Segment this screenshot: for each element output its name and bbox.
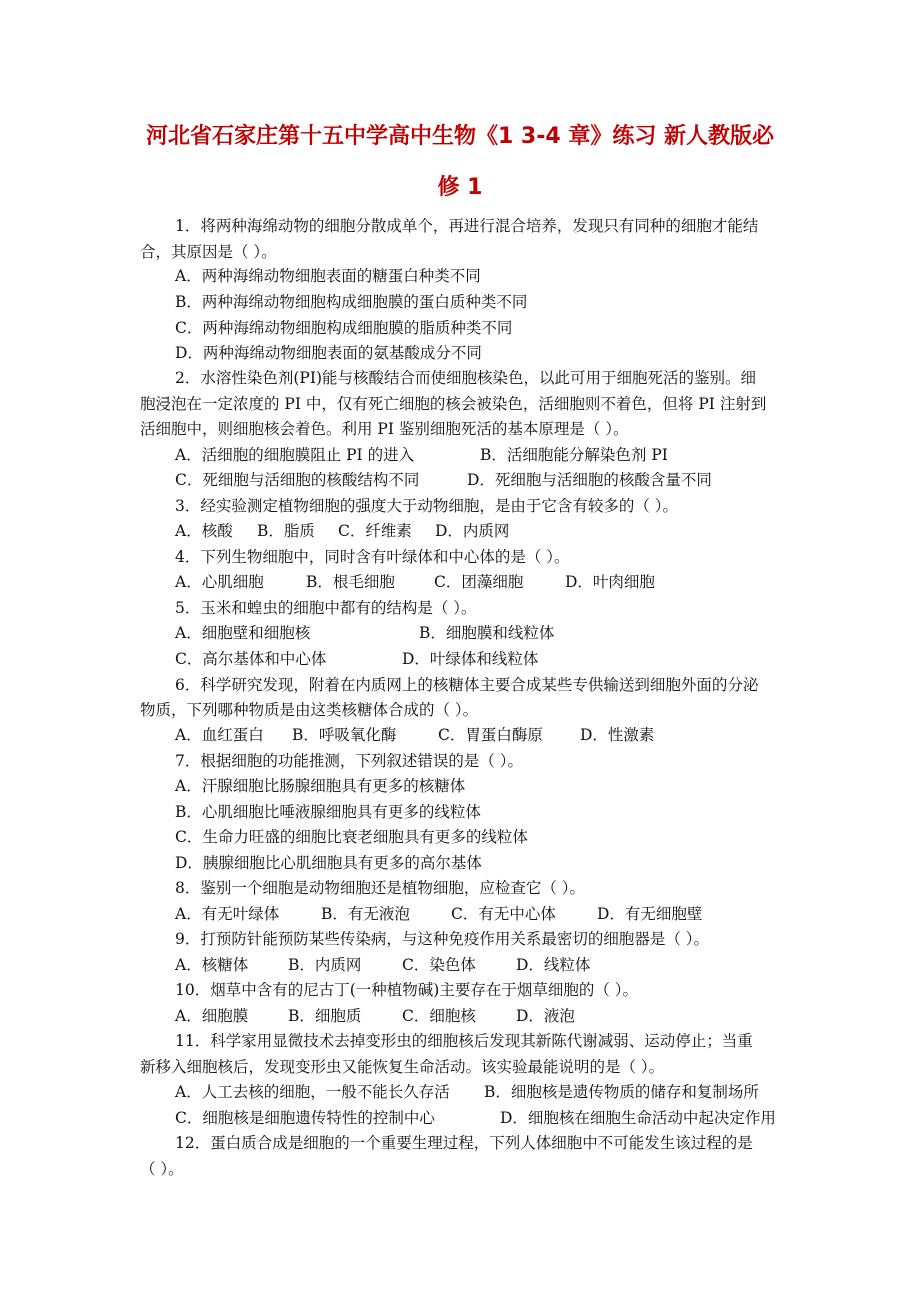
question-2-stem-line-2: 胞浸泡在一定浓度的 PI 中，仅有死亡细胞的核会被染色，活细胞则不着色，但将 PI 注射到: [140, 395, 767, 413]
question-12-stem-line-2: （ ）。: [140, 1160, 184, 1178]
question-3-stem: 3．经实验测定植物细胞的强度大于动物细胞，是由于它含有较多的（ ）。: [175, 497, 679, 515]
question-2-stem-line-3: 活细胞中，则细胞核会着色。利用 PI 鉴别细胞死活的基本原理是（ ）。: [140, 420, 629, 438]
question-9-option-b: B．内质网: [288, 956, 362, 974]
question-8-stem: 8．鉴别一个细胞是动物细胞还是植物细胞，应检查它（ ）。: [175, 879, 586, 897]
question-7-option-a: A．汗腺细胞比肠腺细胞具有更多的核糖体: [175, 777, 466, 795]
question-5-option-a: A．细胞壁和细胞核: [175, 624, 311, 642]
question-7-option-c: C．生命力旺盛的细胞比衰老细胞具有更多的线粒体: [175, 828, 528, 846]
question-9-stem: 9．打预防针能预防某些传染病，与这种免疫作用关系最密切的细胞器是（ ）。: [175, 930, 710, 948]
question-2-option-a: A．活细胞的细胞膜阻止 PI 的进入: [175, 446, 415, 464]
question-10-option-d: D．液泡: [516, 1007, 575, 1025]
question-9-option-a: A．核糖体: [175, 956, 249, 974]
question-11-option-d: D．细胞核在细胞生命活动中起决定作用: [500, 1109, 776, 1127]
doc-title-line-1: 河北省石家庄第十五中学高中生物《1 3-4 章》练习 新人教版必: [145, 124, 775, 149]
question-8-option-c: C．有无中心体: [451, 905, 556, 923]
question-6-option-a: A．血红蛋白: [175, 726, 264, 744]
question-11-option-c: C．细胞核是细胞遗传特性的控制中心: [175, 1109, 435, 1127]
question-10-stem: 10．烟草中含有的尼古丁(一种植物碱)主要存在于烟草细胞的（ ）。: [175, 981, 638, 999]
question-2-option-b: B．活细胞能分解染色剂 PI: [480, 446, 668, 464]
question-3-option-d: D．内质网: [435, 522, 510, 540]
question-5-option-c: C．高尔基体和中心体: [175, 650, 327, 668]
question-4-option-a: A．心肌细胞: [175, 573, 264, 591]
question-1-stem-line-2: 合，其原因是（ ）。: [140, 243, 277, 261]
question-10-option-a: A．细胞膜: [175, 1007, 249, 1025]
question-1-option-d: D．两种海绵动物细胞表面的氨基酸成分不同: [175, 344, 482, 362]
question-7-option-d: D．胰腺细胞比心肌细胞具有更多的高尔基体: [175, 854, 482, 872]
question-9-option-d: D．线粒体: [516, 956, 591, 974]
question-9-option-c: C．染色体: [402, 956, 476, 974]
question-1-option-a: A．两种海绵动物细胞表面的糖蛋白种类不同: [175, 267, 481, 285]
question-1-option-b: B．两种海绵动物细胞构成细胞膜的蛋白质种类不同: [175, 293, 528, 311]
question-8-option-b: B．有无液泡: [321, 905, 410, 923]
question-4-option-c: C．团藻细胞: [434, 573, 524, 591]
question-5-stem: 5．玉米和蝗虫的细胞中都有的结构是（ ）。: [175, 599, 477, 617]
question-7-option-b: B．心肌细胞比唾液腺细胞具有更多的线粒体: [175, 803, 481, 821]
question-8-option-a: A．有无叶绿体: [175, 905, 280, 923]
question-10-option-c: C．细胞核: [402, 1007, 476, 1025]
question-11-option-a: A．人工去核的细胞，一般不能长久存活: [175, 1083, 450, 1101]
question-12-stem-line-1: 12．蛋白质合成是细胞的一个重要生理过程，下列人体细胞中不可能发生该过程的是: [175, 1134, 753, 1152]
question-6-stem-line-2: 物质，下列哪种物质是由这类核糖体合成的（ ）。: [140, 701, 479, 719]
question-1-option-c: C．两种海绵动物细胞构成细胞膜的脂质种类不同: [175, 319, 513, 337]
question-2-option-c: C．死细胞与活细胞的核酸结构不同: [175, 471, 420, 489]
question-11-stem-line-1: 11．科学家用显微技术去掉变形虫的细胞核后发现其新陈代谢减弱、运动停止；当重: [175, 1032, 753, 1050]
question-6-option-d: D．性激素: [580, 726, 655, 744]
question-3-option-a: A．核酸: [175, 522, 233, 540]
question-11-option-b: B．细胞核是遗传物质的储存和复制场所: [484, 1083, 759, 1101]
question-6-option-b: B．呼吸氧化酶: [292, 726, 397, 744]
question-7-stem: 7．根据细胞的功能推测，下列叙述错误的是（ ）。: [175, 752, 524, 770]
question-3-option-c: C．纤维素: [338, 522, 412, 540]
question-4-stem: 4．下列生物细胞中，同时含有叶绿体和中心体的是（ ）。: [175, 548, 570, 566]
question-6-stem-line-1: 6．科学研究发现，附着在内质网上的核糖体主要合成某些专供输送到细胞外面的分泌: [175, 676, 759, 694]
question-2-option-d: D．死细胞与活细胞的核酸含量不同: [467, 471, 712, 489]
question-5-option-b: B．细胞膜和线粒体: [419, 624, 555, 642]
question-10-option-b: B．细胞质: [288, 1007, 362, 1025]
question-5-option-d: D．叶绿体和线粒体: [402, 650, 539, 668]
question-1-stem-line-1: 1．将两种海绵动物的细胞分散成单个，再进行混合培养，发现只有同种的细胞才能结: [175, 217, 759, 235]
question-3-option-b: B．脂质: [257, 522, 315, 540]
question-2-stem-line-1: 2．水溶性染色剂(PI)能与核酸结合而使细胞核染色，以此可用于细胞死活的鉴别。细: [175, 369, 757, 387]
question-4-option-b: B．根毛细胞: [306, 573, 395, 591]
question-8-option-d: D．有无细胞壁: [597, 905, 703, 923]
question-4-option-d: D．叶肉细胞: [565, 573, 655, 591]
doc-title-line-2: 修 1: [437, 175, 483, 200]
question-6-option-c: C．胃蛋白酶原: [438, 726, 543, 744]
question-11-stem-line-2: 新移入细胞核后，发现变形虫又能恢复生命活动。该实验最能说明的是（ ）。: [140, 1058, 665, 1076]
